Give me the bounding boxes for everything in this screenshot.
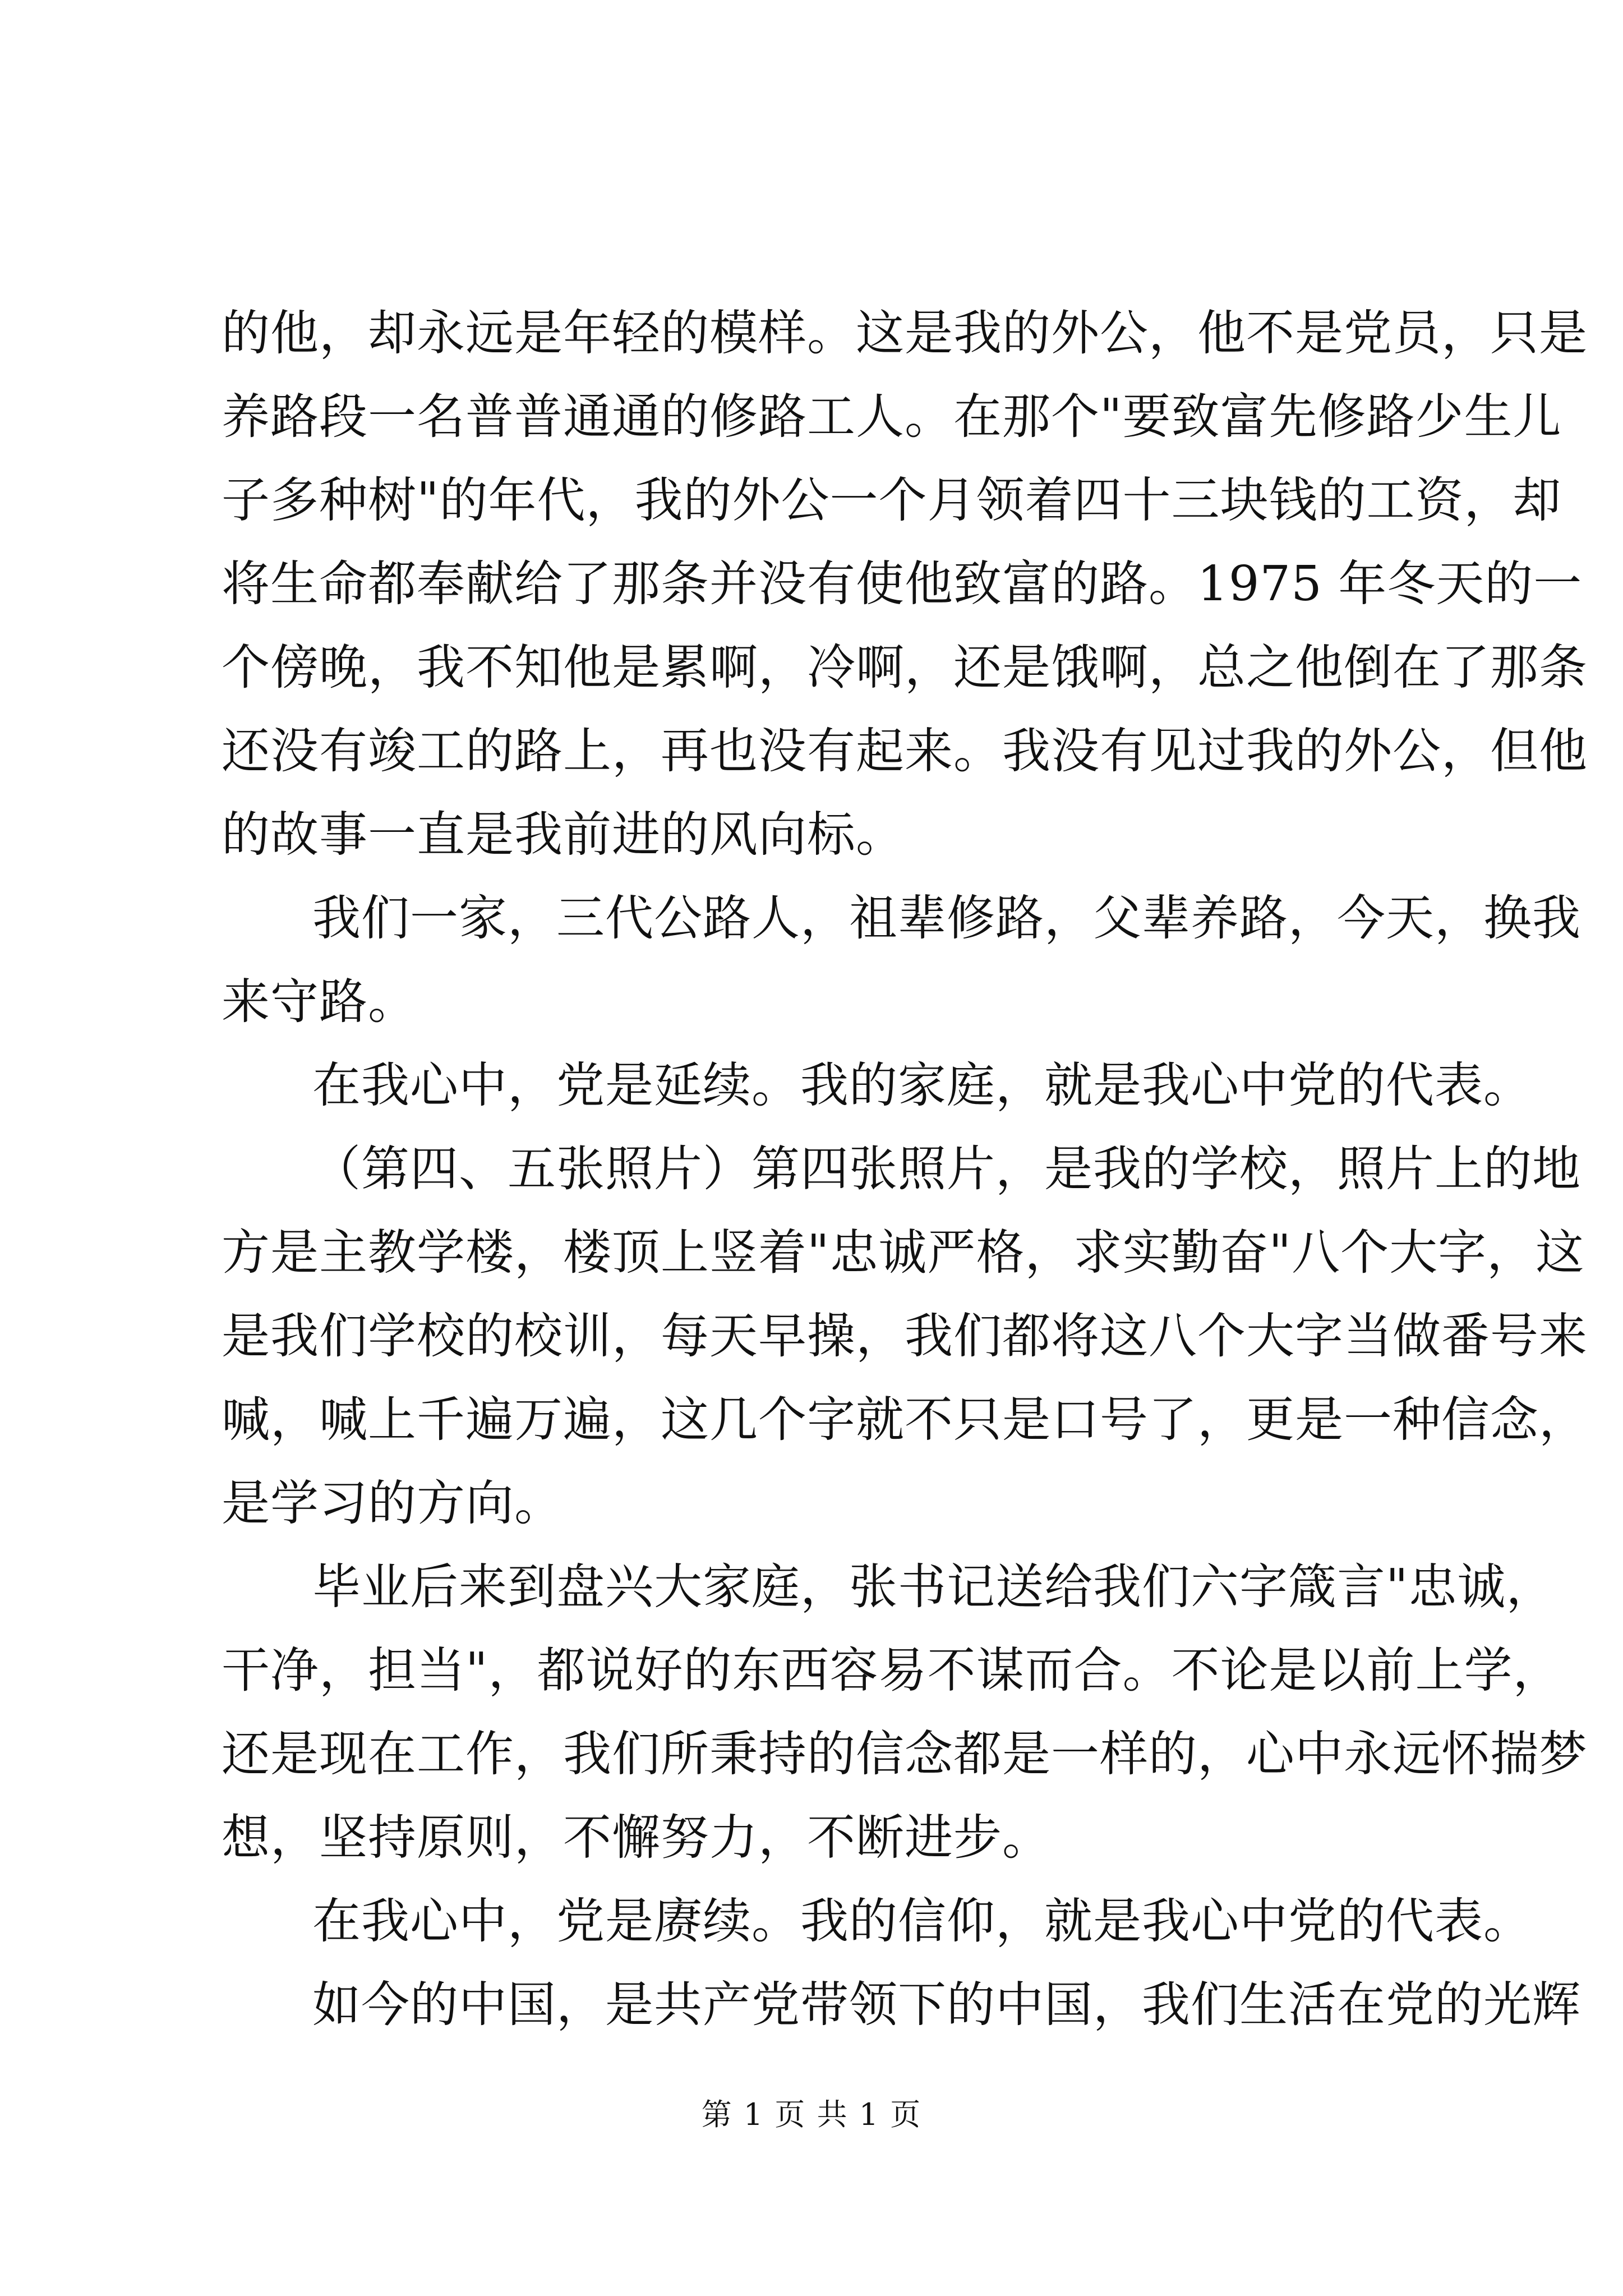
- text-line: 我们一家，三代公路人，祖辈修路，父辈养路，今天，换我: [312, 890, 1581, 946]
- text-line: 的故事一直是我前进的风向标。: [222, 807, 905, 863]
- text-line: 毕业后来到盘兴大家庭，张书记送给我们六字箴言"忠诚，: [312, 1559, 1555, 1615]
- text-line: 个傍晚，我不知他是累啊，冷啊，还是饿啊，总之他倒在了那条: [222, 639, 1588, 696]
- text-line: 在我心中，党是赓续。我的信仰，就是我心中党的代表。: [312, 1893, 1532, 1949]
- text-line: 子多种树"的年代，我的外公一个月领着四十三块钱的工资，却: [222, 472, 1562, 528]
- text-line: 来守路。: [222, 974, 417, 1030]
- text-line: 的他，却永远是年轻的模样。这是我的外公，他不是党员，只是: [222, 305, 1588, 361]
- text-line: 是学习的方向。: [222, 1475, 563, 1531]
- text-line: 喊，喊上千遍万遍，这几个字就不只是口号了，更是一种信念，: [222, 1392, 1588, 1448]
- text-line: 将生命都奉献给了那条并没有使他致富的路。1975 年冬天的一: [222, 556, 1583, 612]
- text-line: 还没有竣工的路上，再也没有起来。我没有见过我的外公，但他: [222, 723, 1588, 779]
- page-footer: 第 1 页 共 1 页: [701, 2097, 922, 2132]
- text-line: 在我心中，党是延续。我的家庭，就是我心中党的代表。: [312, 1057, 1532, 1114]
- document-body: [222, 292, 1588, 2047]
- text-line: 想，坚持原则，不懈努力，不断进步。: [222, 1810, 1051, 1866]
- text-line: （第四、五张照片）第四张照片，是我的学校，照片上的地: [312, 1141, 1581, 1197]
- text-line: 方是主教学楼，楼顶上竖着"忠诚严格，求实勤奋"八个大字，这: [222, 1225, 1585, 1281]
- text-line: 干净，担当"，都说好的东西容易不谋而合。不论是以前上学，: [222, 1642, 1562, 1699]
- text-line: 是我们学校的校训，每天早操，我们都将这八个大字当做番号来: [222, 1308, 1588, 1364]
- text-line: 养路段一名普普通通的修路工人。在那个"要致富先修路少生儿: [222, 389, 1562, 445]
- text-line: 还是现在工作，我们所秉持的信念都是一样的，心中永远怀揣梦: [222, 1726, 1588, 1782]
- text-line: 如今的中国，是共产党带领下的中国，我们生活在党的光辉: [312, 1977, 1581, 2033]
